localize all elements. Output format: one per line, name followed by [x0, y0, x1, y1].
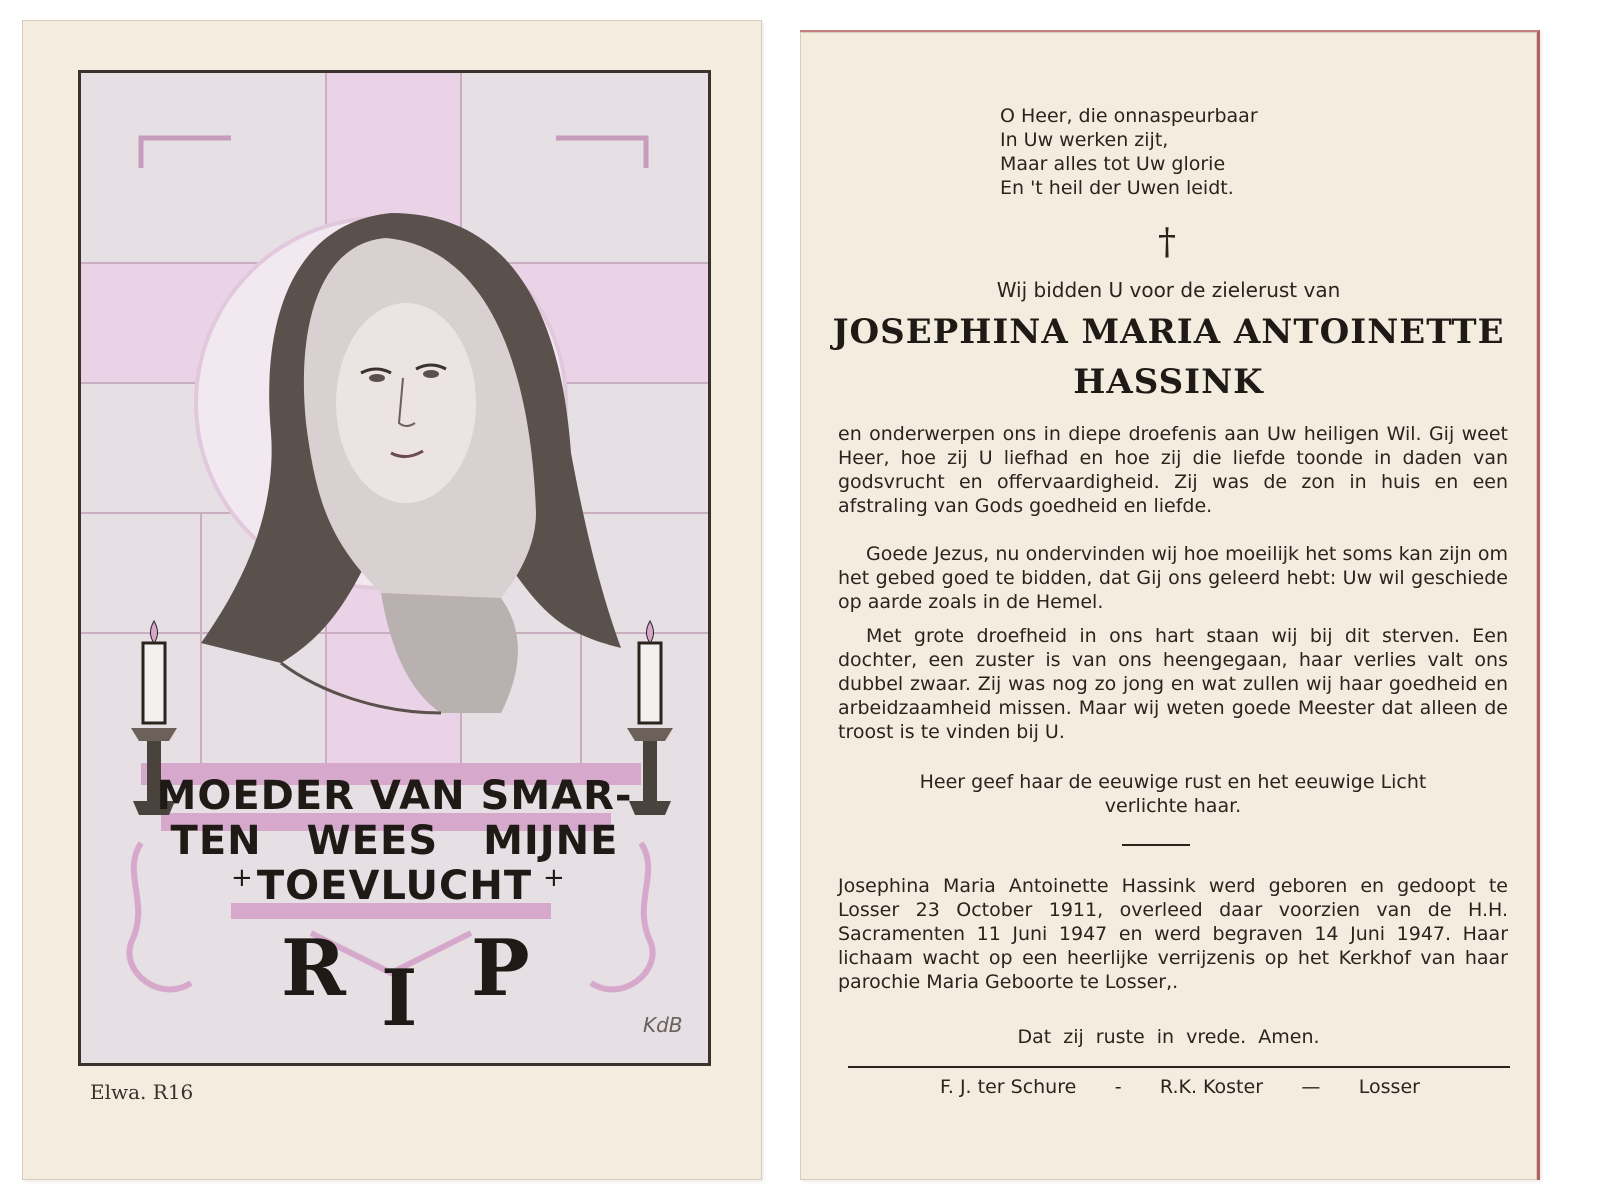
printer-place: Losser: [1358, 1076, 1420, 1098]
poem-line: In Uw werken zijt,: [1000, 129, 1169, 151]
rip-letter-p: P: [471, 923, 530, 1014]
divider: [848, 1066, 1510, 1068]
paragraph-3: Met grote droefheid in ons hart staan wij bij dit sterven. Een dochter, een zuster is van ons heengegaan, haar verlies valt ons dubbel zwaar. Zij was nog zo jong en wat zullen wij haar goedheid en arbeidzaamheid missen. Maar wij weten goede Meester dat alleen de troost is te vinden bij U.: [838, 625, 1508, 743]
left-card: [22, 20, 762, 1180]
poem-line: En 't heil der Uwen leidt.: [1000, 177, 1234, 199]
biography: Josephina Maria Antoinette Hassink werd geboren en gedoopt te Losser 23 October 1911, overleed daar voorzien van de H.H. Sacramenten 11 Juni 1947 en werd begraven 14 Juni 1947. Haar lichaam wacht op een heerlijke verrijzenis op het Kerkhof van haar parochie Maria Geboorte te Losser,.: [838, 875, 1508, 993]
publisher-code: Elwa. R16: [90, 1080, 194, 1104]
poem-line: O Heer, die onnaspeurbaar: [1000, 105, 1258, 127]
madonna-illustration: [81, 73, 708, 1063]
right-card: [800, 30, 1540, 1180]
poem: [1000, 104, 1400, 200]
printer-name: F. J. ter Schure: [940, 1076, 1077, 1098]
motto-line-1: MOEDER VAN SMAR-: [156, 773, 633, 819]
rip-letter-i: I: [381, 953, 418, 1044]
cross-mark-right: +: [543, 863, 565, 893]
printer-role: R.K. Koster: [1159, 1076, 1264, 1098]
motto-line-3: TOEVLUCHT: [256, 863, 533, 909]
prayer-intro: Wij bidden U voor de zielerust van: [996, 278, 1341, 302]
paragraph-4: Heer geef haar de eeuwige rust en het eeuwige Licht verlichte haar.: [919, 771, 1427, 817]
divider: [1122, 844, 1190, 846]
separator: —: [1301, 1076, 1321, 1098]
artist-signature: KdB: [643, 1013, 683, 1037]
illustration-frame: [78, 70, 711, 1066]
deceased-surname: HASSINK: [1073, 362, 1264, 402]
separator: -: [1114, 1076, 1122, 1098]
paragraph-1: en onderwerpen ons in diepe droefenis aan Uw heiligen Wil. Gij weet Heer, hoe zij U liefhad en hoe zij die liefde toonde in daden van godsvrucht en offervaardigheid. Zij was de zon in huis en een afstraling van Gods goedheid en liefde.: [838, 423, 1508, 517]
deceased-name: JOSEPHINA MARIA ANTOINETTE: [832, 312, 1505, 352]
motto-line-2: TEN WEES MIJNE: [170, 818, 619, 864]
cross-mark-left: +: [231, 863, 253, 893]
paragraph-2: Goede Jezus, nu ondervinden wij hoe moeilijk het soms kan zijn om het gebed goed te bidden, dat Gij ons geleerd hebt: Uw wil geschiede op aarde zoals in de Hemel.: [838, 543, 1508, 613]
poem-line: Maar alles tot Uw glorie: [1000, 153, 1226, 175]
printer-line: [940, 1076, 1420, 1098]
rip-letter-r: R: [281, 923, 346, 1014]
closing-line: Dat zij ruste in vrede. Amen.: [1017, 1026, 1320, 1048]
cross-icon: †: [1158, 222, 1176, 263]
